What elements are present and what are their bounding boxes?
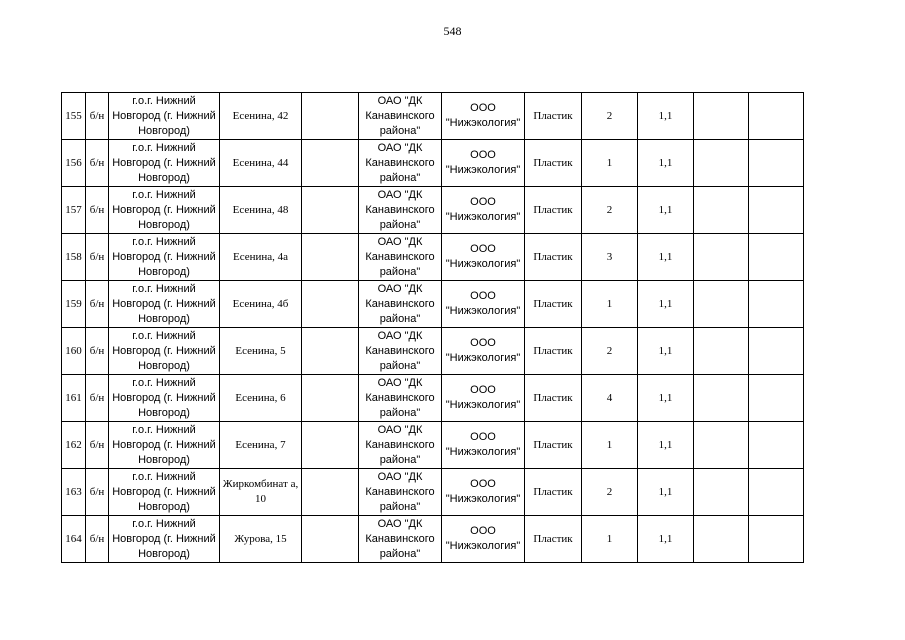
locality-cell: г.о.г. Нижний Новгород (г. Нижний Новгород) xyxy=(109,140,220,187)
empty-cell xyxy=(302,516,359,563)
empty-cell xyxy=(694,469,749,516)
operator-cell: ООО "Нижэкология" xyxy=(442,281,525,328)
balance-holder-cell: ОАО "ДК Канавинского района" xyxy=(359,281,442,328)
page-number: 548 xyxy=(443,24,462,38)
balance-holder-cell: ОАО "ДК Канавинского района" xyxy=(359,187,442,234)
table-row xyxy=(62,516,804,563)
row-number-cell: 157 xyxy=(62,187,86,234)
container-volume-cell: 1,1 xyxy=(638,234,694,281)
container-count-cell: 2 xyxy=(582,469,638,516)
empty-cell xyxy=(694,281,749,328)
balance-holder-cell: ОАО "ДК Канавинского района" xyxy=(359,422,442,469)
balance-holder-cell: ОАО "ДК Канавинского района" xyxy=(359,140,442,187)
empty-cell xyxy=(694,187,749,234)
empty-cell xyxy=(302,93,359,140)
empty-cell xyxy=(749,93,804,140)
empty-cell xyxy=(749,422,804,469)
balance-holder-cell: ОАО "ДК Канавинского района" xyxy=(359,93,442,140)
container-count-cell: 4 xyxy=(582,375,638,422)
locality-cell: г.о.г. Нижний Новгород (г. Нижний Новгород) xyxy=(109,469,220,516)
address-cell: Есенина, 5 xyxy=(220,328,302,375)
empty-cell xyxy=(749,328,804,375)
empty-cell xyxy=(694,93,749,140)
registry-type-cell: б/н xyxy=(86,187,109,234)
operator-cell: ООО "Нижэкология" xyxy=(442,234,525,281)
empty-cell xyxy=(749,281,804,328)
container-volume-cell: 1,1 xyxy=(638,375,694,422)
registry-type-cell: б/н xyxy=(86,375,109,422)
address-cell: Журова, 15 xyxy=(220,516,302,563)
address-cell: Есенина, 42 xyxy=(220,93,302,140)
material-cell: Пластик xyxy=(525,469,582,516)
address-cell: Жиркомбинат а, 10 xyxy=(220,469,302,516)
registry-type-cell: б/н xyxy=(86,469,109,516)
locality-cell: г.о.г. Нижний Новгород (г. Нижний Новгород) xyxy=(109,328,220,375)
empty-cell xyxy=(302,187,359,234)
material-cell: Пластик xyxy=(525,93,582,140)
table-row xyxy=(62,422,804,469)
container-count-cell: 2 xyxy=(582,187,638,234)
material-cell: Пластик xyxy=(525,187,582,234)
table-row xyxy=(62,469,804,516)
container-volume-cell: 1,1 xyxy=(638,516,694,563)
address-cell: Есенина, 4а xyxy=(220,234,302,281)
empty-cell xyxy=(302,328,359,375)
empty-cell xyxy=(694,422,749,469)
locality-cell: г.о.г. Нижний Новгород (г. Нижний Новгород) xyxy=(109,422,220,469)
balance-holder-cell: ОАО "ДК Канавинского района" xyxy=(359,234,442,281)
registry-type-cell: б/н xyxy=(86,140,109,187)
container-count-cell: 2 xyxy=(582,93,638,140)
row-number-cell: 156 xyxy=(62,140,86,187)
material-cell: Пластик xyxy=(525,234,582,281)
empty-cell xyxy=(694,234,749,281)
table-row xyxy=(62,187,804,234)
empty-cell xyxy=(302,281,359,328)
material-cell: Пластик xyxy=(525,281,582,328)
balance-holder-cell: ОАО "ДК Канавинского района" xyxy=(359,375,442,422)
locality-cell: г.о.г. Нижний Новгород (г. Нижний Новгород) xyxy=(109,187,220,234)
address-cell: Есенина, 48 xyxy=(220,187,302,234)
container-count-cell: 1 xyxy=(582,140,638,187)
empty-cell xyxy=(302,422,359,469)
balance-holder-cell: ОАО "ДК Канавинского района" xyxy=(359,516,442,563)
container-volume-cell: 1,1 xyxy=(638,469,694,516)
material-cell: Пластик xyxy=(525,516,582,563)
empty-cell xyxy=(302,140,359,187)
address-cell: Есенина, 4б xyxy=(220,281,302,328)
empty-cell xyxy=(694,516,749,563)
container-count-cell: 3 xyxy=(582,234,638,281)
empty-cell xyxy=(302,375,359,422)
container-count-cell: 1 xyxy=(582,422,638,469)
table-row xyxy=(62,140,804,187)
registry-type-cell: б/н xyxy=(86,328,109,375)
material-cell: Пластик xyxy=(525,375,582,422)
operator-cell: ООО "Нижэкология" xyxy=(442,469,525,516)
operator-cell: ООО "Нижэкология" xyxy=(442,422,525,469)
address-cell: Есенина, 7 xyxy=(220,422,302,469)
empty-cell xyxy=(302,234,359,281)
container-volume-cell: 1,1 xyxy=(638,93,694,140)
container-volume-cell: 1,1 xyxy=(638,328,694,375)
row-number-cell: 158 xyxy=(62,234,86,281)
empty-cell xyxy=(749,516,804,563)
locality-cell: г.о.г. Нижний Новгород (г. Нижний Новгород) xyxy=(109,281,220,328)
balance-holder-cell: ОАО "ДК Канавинского района" xyxy=(359,469,442,516)
material-cell: Пластик xyxy=(525,328,582,375)
operator-cell: ООО "Нижэкология" xyxy=(442,328,525,375)
table-row xyxy=(62,93,804,140)
empty-cell xyxy=(749,234,804,281)
operator-cell: ООО "Нижэкология" xyxy=(442,516,525,563)
operator-cell: ООО "Нижэкология" xyxy=(442,93,525,140)
row-number-cell: 160 xyxy=(62,328,86,375)
empty-cell xyxy=(749,469,804,516)
registry-type-cell: б/н xyxy=(86,516,109,563)
row-number-cell: 164 xyxy=(62,516,86,563)
address-cell: Есенина, 44 xyxy=(220,140,302,187)
container-volume-cell: 1,1 xyxy=(638,140,694,187)
operator-cell: ООО "Нижэкология" xyxy=(442,140,525,187)
table-row xyxy=(62,281,804,328)
operator-cell: ООО "Нижэкология" xyxy=(442,187,525,234)
table-row xyxy=(62,234,804,281)
material-cell: Пластик xyxy=(525,422,582,469)
registry-type-cell: б/н xyxy=(86,422,109,469)
row-number-cell: 159 xyxy=(62,281,86,328)
container-sites-table xyxy=(61,92,804,563)
empty-cell xyxy=(302,469,359,516)
row-number-cell: 155 xyxy=(62,93,86,140)
address-cell: Есенина, 6 xyxy=(220,375,302,422)
material-cell: Пластик xyxy=(525,140,582,187)
container-volume-cell: 1,1 xyxy=(638,422,694,469)
empty-cell xyxy=(694,375,749,422)
row-number-cell: 163 xyxy=(62,469,86,516)
row-number-cell: 161 xyxy=(62,375,86,422)
registry-type-cell: б/н xyxy=(86,281,109,328)
empty-cell xyxy=(749,187,804,234)
registry-type-cell: б/н xyxy=(86,93,109,140)
operator-cell: ООО "Нижэкология" xyxy=(442,375,525,422)
locality-cell: г.о.г. Нижний Новгород (г. Нижний Новгород) xyxy=(109,93,220,140)
locality-cell: г.о.г. Нижний Новгород (г. Нижний Новгород) xyxy=(109,516,220,563)
container-count-cell: 1 xyxy=(582,516,638,563)
empty-cell xyxy=(749,375,804,422)
balance-holder-cell: ОАО "ДК Канавинского района" xyxy=(359,328,442,375)
container-volume-cell: 1,1 xyxy=(638,187,694,234)
registry-type-cell: б/н xyxy=(86,234,109,281)
table-row xyxy=(62,375,804,422)
container-count-cell: 2 xyxy=(582,328,638,375)
locality-cell: г.о.г. Нижний Новгород (г. Нижний Новгород) xyxy=(109,375,220,422)
empty-cell xyxy=(694,140,749,187)
empty-cell xyxy=(749,140,804,187)
container-count-cell: 1 xyxy=(582,281,638,328)
empty-cell xyxy=(694,328,749,375)
container-volume-cell: 1,1 xyxy=(638,281,694,328)
table-row xyxy=(62,328,804,375)
locality-cell: г.о.г. Нижний Новгород (г. Нижний Новгород) xyxy=(109,234,220,281)
row-number-cell: 162 xyxy=(62,422,86,469)
